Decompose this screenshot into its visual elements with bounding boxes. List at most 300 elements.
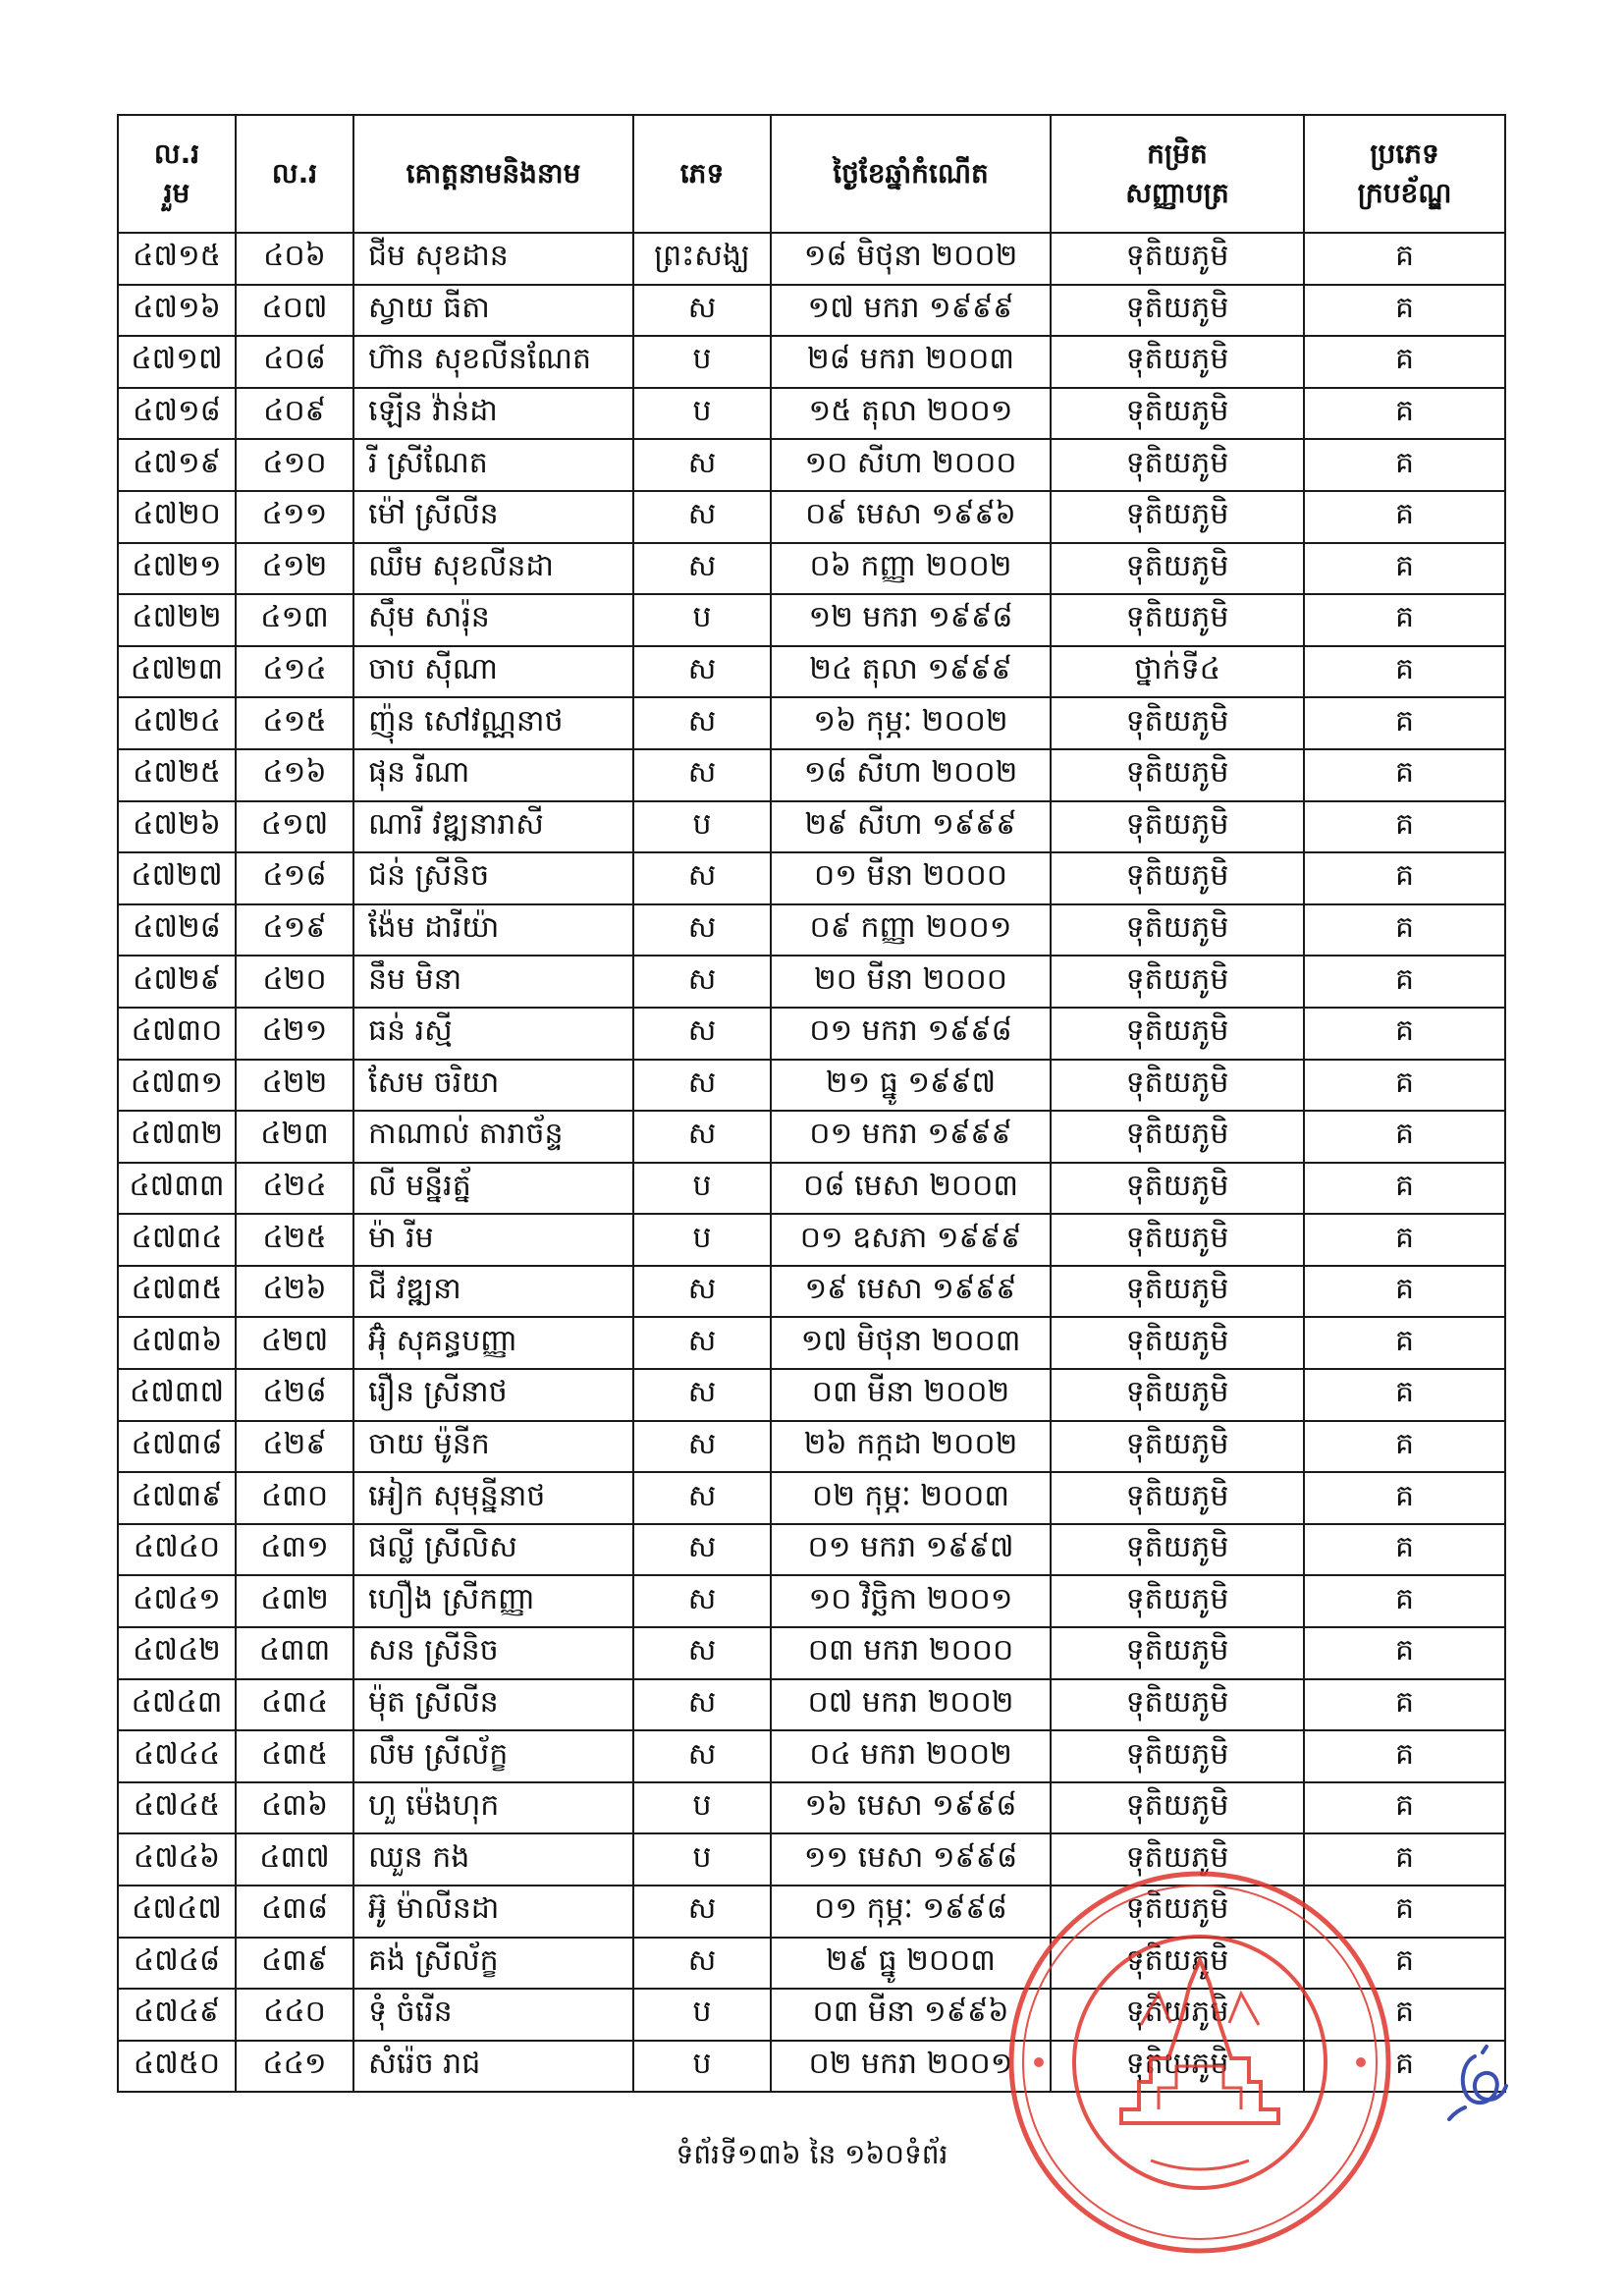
name-cell: ឈួន កង (353, 1833, 633, 1886)
birthdate-cell: ០១ មករា ១៩៩៧ (771, 1524, 1051, 1576)
birthdate-cell: ១៩ មេសា ១៩៩៩ (771, 1266, 1051, 1318)
category-cell: គ (1304, 749, 1505, 801)
name-cell: ធន់ រស្មី (353, 1008, 633, 1060)
table-row (118, 1679, 1505, 1731)
number-cell: ៤១៦ (236, 749, 353, 801)
number-cell: ៤៣៨ (236, 1886, 353, 1938)
table-row (118, 1266, 1505, 1318)
category-cell: គ (1304, 1782, 1505, 1834)
birthdate-cell: ០៣ មីនា ១៩៩៦ (771, 1989, 1051, 2041)
name-cell: ស្វាយ ធីតា (353, 285, 633, 337)
number-cell: ៤៣៧ (236, 1833, 353, 1886)
total-number-cell: ៤៧៣៤ (118, 1214, 236, 1266)
category-cell: គ (1304, 1266, 1505, 1318)
number-cell: ៤៣៥ (236, 1730, 353, 1782)
birthdate-cell: ១៥ តុលា ២០០១ (771, 388, 1051, 440)
category-cell: គ (1304, 1214, 1505, 1266)
birthdate-cell: ០៩ មេសា ១៩៩៦ (771, 491, 1051, 543)
column-header-line1: គោត្តនាមនិងនាម (406, 157, 581, 190)
category-cell: គ (1304, 1421, 1505, 1473)
page-number: ទំព័រទី១៣៦ នៃ ១៦០ទំព័រ (676, 2138, 948, 2170)
sex-cell: ស (633, 1524, 771, 1576)
category-cell: គ (1304, 1938, 1505, 1990)
total-number-cell: ៤៧៤០ (118, 1524, 236, 1576)
number-cell: ៤១៤ (236, 646, 353, 698)
birthdate-cell: ១៦ មេសា ១៩៩៨ (771, 1782, 1051, 1834)
degree-cell: ទុតិយភូមិ (1051, 1163, 1304, 1215)
degree-cell: ទុតិយភូមិ (1051, 904, 1304, 957)
table-row (118, 1627, 1505, 1679)
total-number-cell: ៤៧២៤ (118, 697, 236, 749)
total-number-cell: ៤៧២១ (118, 543, 236, 595)
degree-cell: ទុតិយភូមិ (1051, 1111, 1304, 1163)
sex-cell: ប (633, 1989, 771, 2041)
sex-cell: ស (633, 1111, 771, 1163)
category-cell: គ (1304, 1111, 1505, 1163)
table-row (118, 801, 1505, 853)
total-number-cell: ៤៧៣៥ (118, 1266, 236, 1318)
name-cell: សំរ៉េច រាជ (353, 2041, 633, 2093)
category-cell: គ (1304, 646, 1505, 698)
name-cell: ម៉ុត ស្រីលីន (353, 1679, 633, 1731)
column-header-line1: ភេទ (679, 157, 725, 190)
degree-cell: ទុតិយភូមិ (1051, 1214, 1304, 1266)
sex-cell: ស (633, 1575, 771, 1627)
column-header (1051, 115, 1304, 233)
total-number-cell: ៤៧៤៥ (118, 1782, 236, 1834)
column-header-line1: កម្រិត (1147, 137, 1208, 170)
number-cell: ៤៣១ (236, 1524, 353, 1576)
degree-cell: ទុតិយភូមិ (1051, 1472, 1304, 1524)
category-cell: គ (1304, 852, 1505, 904)
degree-cell: ទុតិយភូមិ (1051, 1782, 1304, 1834)
table-row (118, 646, 1505, 698)
number-cell: ៤២៧ (236, 1317, 353, 1369)
degree-cell: ទុតិយភូមិ (1051, 594, 1304, 646)
birthdate-cell: ០៩ កញ្ញា ២០០១ (771, 904, 1051, 957)
sex-cell: ស (633, 904, 771, 957)
name-cell: អៀក សុមុន្នីនាថ (353, 1472, 633, 1524)
column-header (353, 115, 633, 233)
total-number-cell: ៤៧៤៤ (118, 1730, 236, 1782)
birthdate-cell: ១៦ កុម្ភៈ ២០០២ (771, 697, 1051, 749)
column-header-line1: ល.រ (153, 137, 200, 170)
birthdate-cell: ១៨ មិថុនា ២០០២ (771, 233, 1051, 285)
total-number-cell: ៤៧២៦ (118, 801, 236, 853)
degree-cell: ថ្នាក់ទី៤ (1051, 646, 1304, 698)
category-cell: គ (1304, 697, 1505, 749)
number-cell: ៤២៥ (236, 1214, 353, 1266)
table-row (118, 1782, 1505, 1834)
total-number-cell: ៤៧៣៦ (118, 1317, 236, 1369)
birthdate-cell: ០៤ មករា ២០០២ (771, 1730, 1051, 1782)
category-cell: គ (1304, 1886, 1505, 1938)
birthdate-cell: ២១ ធ្នូ ១៩៩៧ (771, 1060, 1051, 1112)
birthdate-cell: ១៧ មករា ១៩៩៩ (771, 285, 1051, 337)
table-row (118, 1317, 1505, 1369)
category-cell: គ (1304, 956, 1505, 1008)
table-row (118, 491, 1505, 543)
category-cell: គ (1304, 491, 1505, 543)
total-number-cell: ៤៧២០ (118, 491, 236, 543)
table-body (118, 233, 1505, 2092)
total-number-cell: ៤៧៣៧ (118, 1369, 236, 1421)
sex-cell: ស (633, 1472, 771, 1524)
table-row (118, 233, 1505, 285)
degree-cell: ទុតិយភូមិ (1051, 491, 1304, 543)
degree-cell: ទុតិយភូមិ (1051, 697, 1304, 749)
category-cell: គ (1304, 1730, 1505, 1782)
total-number-cell: ៤៧៣៨ (118, 1421, 236, 1473)
total-number-cell: ៤៧៣៩ (118, 1472, 236, 1524)
total-number-cell: ៤៧១៨ (118, 388, 236, 440)
birthdate-cell: ២៨ មករា ២០០៣ (771, 336, 1051, 388)
name-cell: អ៊ូ ម៉ាលីនដា (353, 1886, 633, 1938)
sex-cell: ប (633, 1833, 771, 1886)
number-cell: ៤២៤ (236, 1163, 353, 1215)
sex-cell: ស (633, 1008, 771, 1060)
birthdate-cell: ០៣ មីនា ២០០២ (771, 1369, 1051, 1421)
sex-cell: ស (633, 1938, 771, 1990)
degree-cell: ទុតិយភូមិ (1051, 543, 1304, 595)
total-number-cell: ៤៧៤៩ (118, 1989, 236, 2041)
number-cell: ៤១៨ (236, 852, 353, 904)
number-cell: ៤៣០ (236, 1472, 353, 1524)
number-cell: ៤២១ (236, 1008, 353, 1060)
degree-cell: ទុតិយភូមិ (1051, 2041, 1304, 2093)
birthdate-cell: ១០ សីហា ២០០០ (771, 439, 1051, 491)
degree-cell: ទុតិយភូមិ (1051, 439, 1304, 491)
degree-cell: ទុតិយភូមិ (1051, 233, 1304, 285)
table-row (118, 439, 1505, 491)
number-cell: ៤០៦ (236, 233, 353, 285)
total-number-cell: ៤៧៣២ (118, 1111, 236, 1163)
number-cell: ៤០៧ (236, 285, 353, 337)
name-cell: លី មន្នីរត្ន័ (353, 1163, 633, 1215)
number-cell: ៤៤០ (236, 1989, 353, 2041)
category-cell: គ (1304, 1060, 1505, 1112)
table-row (118, 1524, 1505, 1576)
degree-cell: ទុតិយភូមិ (1051, 1730, 1304, 1782)
birthdate-cell: ០១ មីនា ២០០០ (771, 852, 1051, 904)
total-number-cell: ៤៧៤៣ (118, 1679, 236, 1731)
total-number-cell: ៤៧៤៨ (118, 1938, 236, 1990)
number-cell: ៤៣២ (236, 1575, 353, 1627)
birthdate-cell: ០២ មករា ២០០១ (771, 2041, 1051, 2093)
sex-cell: ស (633, 1421, 771, 1473)
name-cell: ម៉ៅ ស្រីលីន (353, 491, 633, 543)
degree-cell: ទុតិយភូមិ (1051, 1060, 1304, 1112)
sex-cell: ស (633, 285, 771, 337)
category-cell: គ (1304, 1317, 1505, 1369)
total-number-cell: ៤៧២៥ (118, 749, 236, 801)
table-row (118, 1163, 1505, 1215)
birthdate-cell: ១៨ សីហា ២០០២ (771, 749, 1051, 801)
table-row (118, 1575, 1505, 1627)
category-cell: គ (1304, 1679, 1505, 1731)
total-number-cell: ៤៧២៨ (118, 904, 236, 957)
column-header (236, 115, 353, 233)
column-header (633, 115, 771, 233)
birthdate-cell: ០១ មករា ១៩៩៨ (771, 1008, 1051, 1060)
sex-cell: ស (633, 543, 771, 595)
sex-cell: ប (633, 1163, 771, 1215)
sex-cell: ស (633, 749, 771, 801)
sex-cell: ប (633, 388, 771, 440)
column-header-line2: រួម (163, 177, 190, 209)
number-cell: ៤៣៣ (236, 1627, 353, 1679)
degree-cell: ទុតិយភូមិ (1051, 1317, 1304, 1369)
category-cell: គ (1304, 1369, 1505, 1421)
category-cell: គ (1304, 285, 1505, 337)
sex-cell: ស (633, 956, 771, 1008)
sex-cell: ស (633, 852, 771, 904)
sex-cell: ស (633, 1627, 771, 1679)
birthdate-cell: ២៩ សីហា ១៩៩៩ (771, 801, 1051, 853)
table-row (118, 904, 1505, 957)
table-row (118, 1111, 1505, 1163)
table-row (118, 594, 1505, 646)
name-cell: នឹម មិនា (353, 956, 633, 1008)
column-header-line2: ក្របខ័ណ្ឌ (1357, 177, 1452, 209)
sex-cell: ស (633, 1266, 771, 1318)
column-header-line2: សញ្ញាបត្រ (1125, 177, 1229, 209)
total-number-cell: ៤៧១៧ (118, 336, 236, 388)
degree-cell: ទុតិយភូមិ (1051, 749, 1304, 801)
sex-cell: ស (633, 1317, 771, 1369)
table-row (118, 1421, 1505, 1473)
birthdate-cell: ០៦ កញ្ញា ២០០២ (771, 543, 1051, 595)
birthdate-cell: ២៦ កក្កដា ២០០២ (771, 1421, 1051, 1473)
category-cell: គ (1304, 1524, 1505, 1576)
name-cell: ហឿង ស្រីកញ្ញា (353, 1575, 633, 1627)
category-cell: គ (1304, 1989, 1505, 2041)
number-cell: ៤៣៤ (236, 1679, 353, 1731)
name-cell: ឈឹម សុខលីនដា (353, 543, 633, 595)
roster-table (117, 114, 1506, 2093)
category-cell: គ (1304, 543, 1505, 595)
degree-cell: ទុតិយភូមិ (1051, 1575, 1304, 1627)
sex-cell: ប (633, 1782, 771, 1834)
degree-cell: ទុតិយភូមិ (1051, 1938, 1304, 1990)
category-cell: គ (1304, 1163, 1505, 1215)
category-cell: គ (1304, 336, 1505, 388)
total-number-cell: ៤៧១៦ (118, 285, 236, 337)
signature (1445, 2043, 1516, 2121)
total-number-cell: ៤៧៥០ (118, 2041, 236, 2093)
degree-cell: ទុតិយភូមិ (1051, 956, 1304, 1008)
birthdate-cell: ០៣ មករា ២០០០ (771, 1627, 1051, 1679)
table-row (118, 336, 1505, 388)
column-header-line1: ថ្ងៃខែឆ្នាំកំណើត (833, 157, 989, 190)
sex-cell: ស (633, 491, 771, 543)
table-row (118, 1008, 1505, 1060)
number-cell: ៤២៩ (236, 1421, 353, 1473)
sex-cell: ស (633, 1679, 771, 1731)
category-cell: គ (1304, 388, 1505, 440)
number-cell: ៤០៨ (236, 336, 353, 388)
degree-cell: ទុតិយភូមិ (1051, 1833, 1304, 1886)
degree-cell: ទុតិយភូមិ (1051, 1266, 1304, 1318)
degree-cell: ទុតិយភូមិ (1051, 1421, 1304, 1473)
birthdate-cell: ០១ មករា ១៩៩៩ (771, 1111, 1051, 1163)
name-cell: ជីម សុខដាន (353, 233, 633, 285)
table-row (118, 1730, 1505, 1782)
name-cell: អ៊ុំ សុគន្ធបញ្ញា (353, 1317, 633, 1369)
sex-cell: ស (633, 697, 771, 749)
total-number-cell: ៤៧៤៦ (118, 1833, 236, 1886)
name-cell: ទុំ ចំរើន (353, 1989, 633, 2041)
category-cell: គ (1304, 439, 1505, 491)
category-cell: គ (1304, 1575, 1505, 1627)
degree-cell: ទុតិយភូមិ (1051, 801, 1304, 853)
name-cell: សន ស្រីនិច (353, 1627, 633, 1679)
degree-cell: ទុតិយភូមិ (1051, 1679, 1304, 1731)
column-header-line1: ប្រភេទ (1370, 137, 1439, 170)
category-cell: គ (1304, 233, 1505, 285)
table-row (118, 388, 1505, 440)
category-cell: គ (1304, 1008, 1505, 1060)
total-number-cell: ៤៧៣៣ (118, 1163, 236, 1215)
degree-cell: ទុតិយភូមិ (1051, 1008, 1304, 1060)
total-number-cell: ៤៧១៩ (118, 439, 236, 491)
name-cell: ជន់ ស្រីនិច (353, 852, 633, 904)
table-row (118, 285, 1505, 337)
degree-cell: ទុតិយភូមិ (1051, 1524, 1304, 1576)
official-seal (1003, 1866, 1396, 2259)
sex-cell: ស (633, 1886, 771, 1938)
number-cell: ៤១៩ (236, 904, 353, 957)
name-cell: ម៉ា រីម (353, 1214, 633, 1266)
table-row (118, 749, 1505, 801)
name-cell: ចាយ ម៉ូនីក (353, 1421, 633, 1473)
name-cell: ស៊ឹម សារ៉ុន (353, 594, 633, 646)
name-cell: រឿន ស្រីនាថ (353, 1369, 633, 1421)
name-cell: ណារី វឌ្ឍនារាសី (353, 801, 633, 853)
table-row (118, 1472, 1505, 1524)
total-number-cell: ៤៧៤២ (118, 1627, 236, 1679)
degree-cell: ទុតិយភូមិ (1051, 852, 1304, 904)
table-row (118, 1214, 1505, 1266)
total-number-cell: ៤៧២៧ (118, 852, 236, 904)
name-cell: ចាប ស៊ីណា (353, 646, 633, 698)
name-cell: រី ស្រីណែត (353, 439, 633, 491)
table-row (118, 697, 1505, 749)
sex-cell: ប (633, 594, 771, 646)
number-cell: ៤៣៦ (236, 1782, 353, 1834)
degree-cell: ទុតិយភូមិ (1051, 1886, 1304, 1938)
number-cell: ៤៤១ (236, 2041, 353, 2093)
table-header-row (118, 115, 1505, 233)
sex-cell: ព្រះសង្ឃ (633, 233, 771, 285)
total-number-cell: ៤៧២៩ (118, 956, 236, 1008)
column-header (771, 115, 1051, 233)
name-cell: ឡើន វ៉ាន់ដា (353, 388, 633, 440)
birthdate-cell: ១១ មេសា ១៩៩៨ (771, 1833, 1051, 1886)
birthdate-cell: ០២ កុម្ភៈ ២០០៣ (771, 1472, 1051, 1524)
category-cell: គ (1304, 1627, 1505, 1679)
table-row (118, 1369, 1505, 1421)
number-cell: ៤២៣ (236, 1111, 353, 1163)
sex-cell: ស (633, 1369, 771, 1421)
degree-cell: ទុតិយភូមិ (1051, 1627, 1304, 1679)
birthdate-cell: ០៨ មេសា ២០០៣ (771, 1163, 1051, 1215)
number-cell: ៤០៩ (236, 388, 353, 440)
birthdate-cell: ០៧ មករា ២០០២ (771, 1679, 1051, 1731)
table-row (118, 956, 1505, 1008)
name-cell: ញ៉ុន សៅវណ្ណនាថ (353, 697, 633, 749)
degree-cell: ទុតិយភូមិ (1051, 1989, 1304, 2041)
name-cell: ង៉ែម ដារីយ៉ា (353, 904, 633, 957)
sex-cell: ប (633, 2041, 771, 2093)
name-cell: ផុន រីណា (353, 749, 633, 801)
column-header (118, 115, 236, 233)
number-cell: ៤២២ (236, 1060, 353, 1112)
column-header (1304, 115, 1505, 233)
total-number-cell: ៤៧៤១ (118, 1575, 236, 1627)
total-number-cell: ៤៧៣០ (118, 1008, 236, 1060)
category-cell: គ (1304, 594, 1505, 646)
number-cell: ៤២៦ (236, 1266, 353, 1318)
category-cell: គ (1304, 2041, 1505, 2093)
birthdate-cell: ២៩ ធ្នូ ២០០៣ (771, 1938, 1051, 1990)
sex-cell: ស (633, 439, 771, 491)
total-number-cell: ៤៧២៣ (118, 646, 236, 698)
number-cell: ៤២៨ (236, 1369, 353, 1421)
number-cell: ៤១២ (236, 543, 353, 595)
sex-cell: ប (633, 801, 771, 853)
total-number-cell: ៤៧១៥ (118, 233, 236, 285)
name-cell: កាណាល់ តារាច័ន្ទ (353, 1111, 633, 1163)
name-cell: ផល្លី ស្រីលិស (353, 1524, 633, 1576)
birthdate-cell: ២០ មីនា ២០០០ (771, 956, 1051, 1008)
column-header-line1: ល.រ (271, 157, 318, 190)
degree-cell: ទុតិយភូមិ (1051, 285, 1304, 337)
name-cell: សែម ចរិយា (353, 1060, 633, 1112)
total-number-cell: ៤៧៣១ (118, 1060, 236, 1112)
table-row (118, 543, 1505, 595)
number-cell: ៤១០ (236, 439, 353, 491)
name-cell: ហ៊ាន សុខលីនណែត (353, 336, 633, 388)
sex-cell: ប (633, 336, 771, 388)
number-cell: ៤២០ (236, 956, 353, 1008)
degree-cell: ទុតិយភូមិ (1051, 388, 1304, 440)
sex-cell: ស (633, 1730, 771, 1782)
table-row (118, 852, 1505, 904)
degree-cell: ទុតិយភូមិ (1051, 336, 1304, 388)
category-cell: គ (1304, 1472, 1505, 1524)
category-cell: គ (1304, 904, 1505, 957)
total-number-cell: ៤៧២២ (118, 594, 236, 646)
table-row (118, 1060, 1505, 1112)
birthdate-cell: ០១ ឧសភា ១៩៩៩ (771, 1214, 1051, 1266)
degree-cell: ទុតិយភូមិ (1051, 1369, 1304, 1421)
birthdate-cell: ១០ វិច្ឆិកា ២០០១ (771, 1575, 1051, 1627)
number-cell: ៤១៣ (236, 594, 353, 646)
birthdate-cell: ១៧ មិថុនា ២០០៣ (771, 1317, 1051, 1369)
category-cell: គ (1304, 1833, 1505, 1886)
birthdate-cell: ០១ កុម្ភៈ ១៩៩៨ (771, 1886, 1051, 1938)
category-cell: គ (1304, 801, 1505, 853)
sex-cell: ស (633, 646, 771, 698)
number-cell: ៤១១ (236, 491, 353, 543)
total-number-cell: ៤៧៤៧ (118, 1886, 236, 1938)
number-cell: ៤១៥ (236, 697, 353, 749)
number-cell: ៤១៧ (236, 801, 353, 853)
birthdate-cell: ២៤ តុលា ១៩៩៩ (771, 646, 1051, 698)
sex-cell: ប (633, 1214, 771, 1266)
number-cell: ៤៣៩ (236, 1938, 353, 1990)
